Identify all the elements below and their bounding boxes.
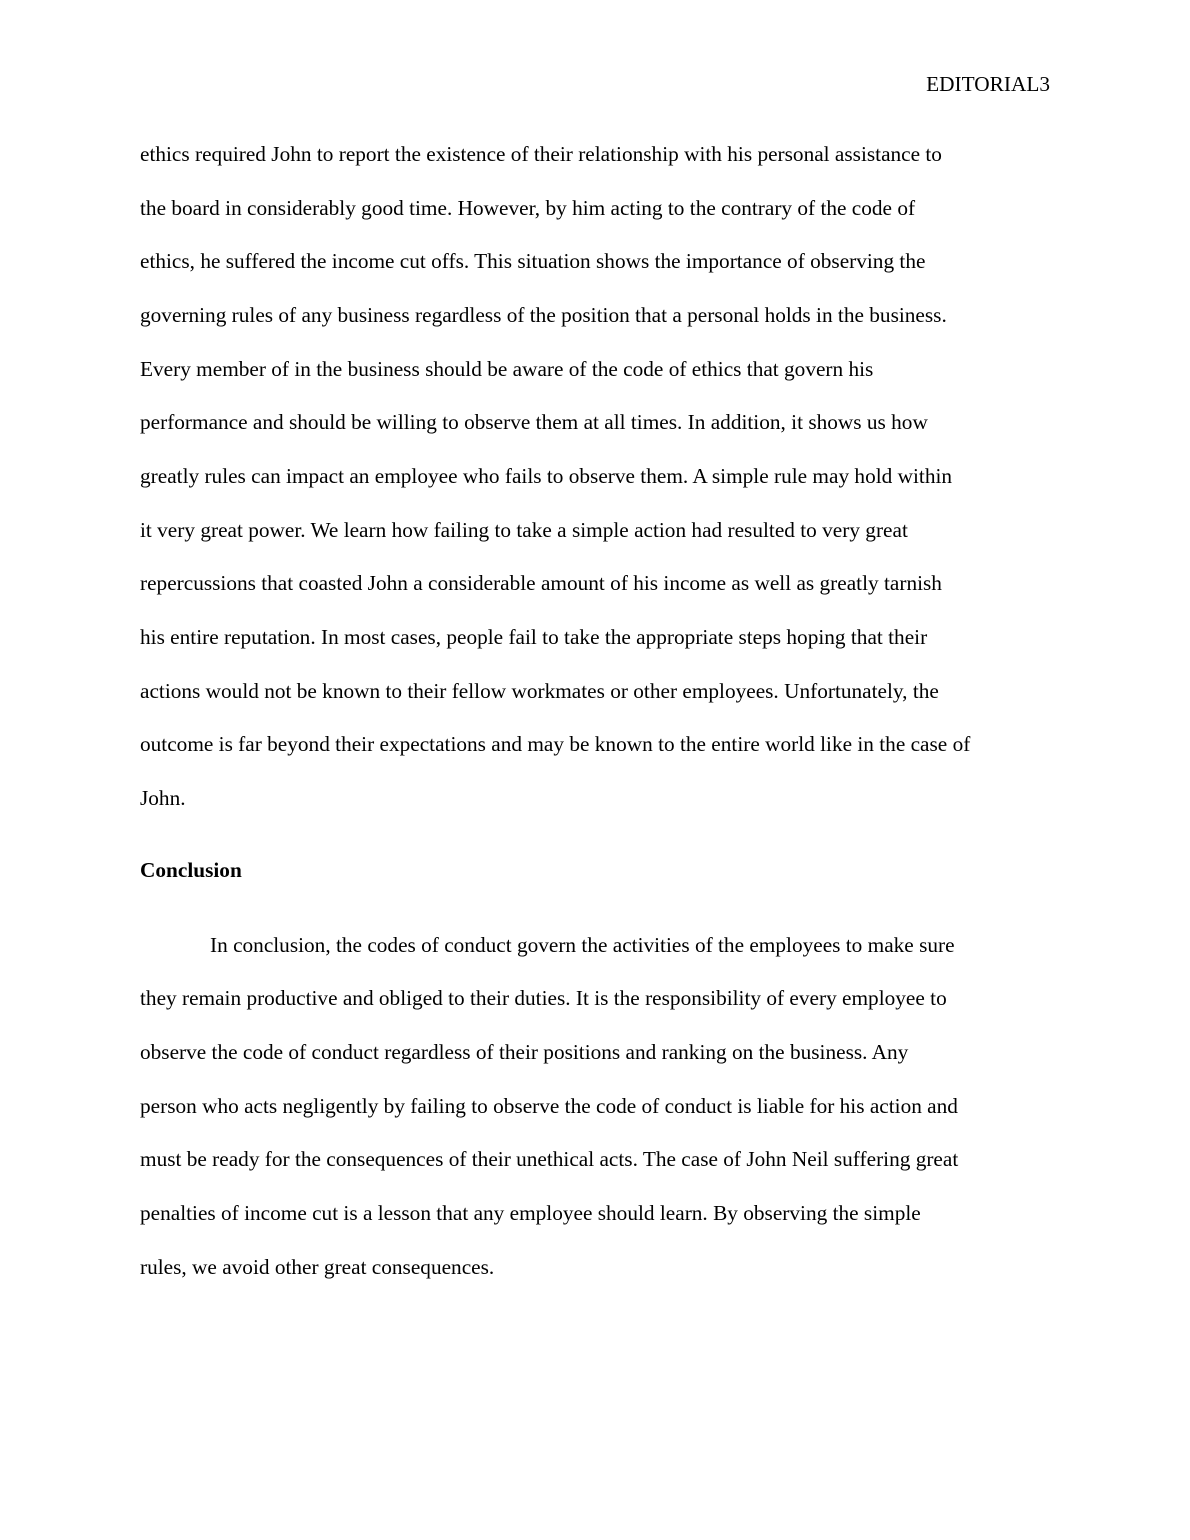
body-line: repercussions that coasted John a considerable amount of his income as well as greatly tarnish (140, 571, 942, 595)
body-line: ethics required John to report the existence of their relationship with his personal assistance to (140, 142, 942, 166)
body-line: Every member of in the business should be aware of the code of ethics that govern his (140, 357, 874, 381)
body-line: greatly rules can impact an employee who fails to observe them. A simple rule may hold within (140, 464, 953, 488)
body-line: In conclusion, the codes of conduct govern the activities of the employees to make sure (210, 933, 955, 957)
body-line: his entire reputation. In most cases, people fail to take the appropriate steps hoping that their (140, 625, 928, 649)
body-line: John. (140, 786, 186, 810)
body-line: rules, we avoid other great consequences. (140, 1255, 495, 1279)
body-line: outcome is far beyond their expectations and may be known to the entire world like in the case of (140, 732, 971, 756)
body-line: governing rules of any business regardless of the position that a personal holds in the business. (140, 303, 947, 327)
section-heading-conclusion: Conclusion (140, 858, 242, 882)
body-line: it very great power. We learn how failing to take a simple action had resulted to very great (140, 518, 908, 542)
body-line: observe the code of conduct regardless of their positions and ranking on the business. Any (140, 1040, 909, 1064)
body-line: they remain productive and obliged to their duties. It is the responsibility of every employee to (140, 986, 947, 1010)
body-line: ethics, he suffered the income cut offs. This situation shows the importance of observing the (140, 249, 926, 273)
body-line: actions would not be known to their fellow workmates or other employees. Unfortunately, the (140, 679, 939, 703)
body-line: performance and should be willing to observe them at all times. In addition, it shows us how (140, 410, 928, 434)
body-line: penalties of income cut is a lesson that any employee should learn. By observing the simple (140, 1201, 921, 1225)
body-line: the board in considerably good time. However, by him acting to the contrary of the code of (140, 196, 916, 220)
running-head: EDITORIAL3 (926, 72, 1050, 96)
body-line: must be ready for the consequences of their unethical acts. The case of John Neil suffering great (140, 1147, 959, 1171)
body-line: person who acts negligently by failing to observe the code of conduct is liable for his action and (140, 1094, 958, 1118)
